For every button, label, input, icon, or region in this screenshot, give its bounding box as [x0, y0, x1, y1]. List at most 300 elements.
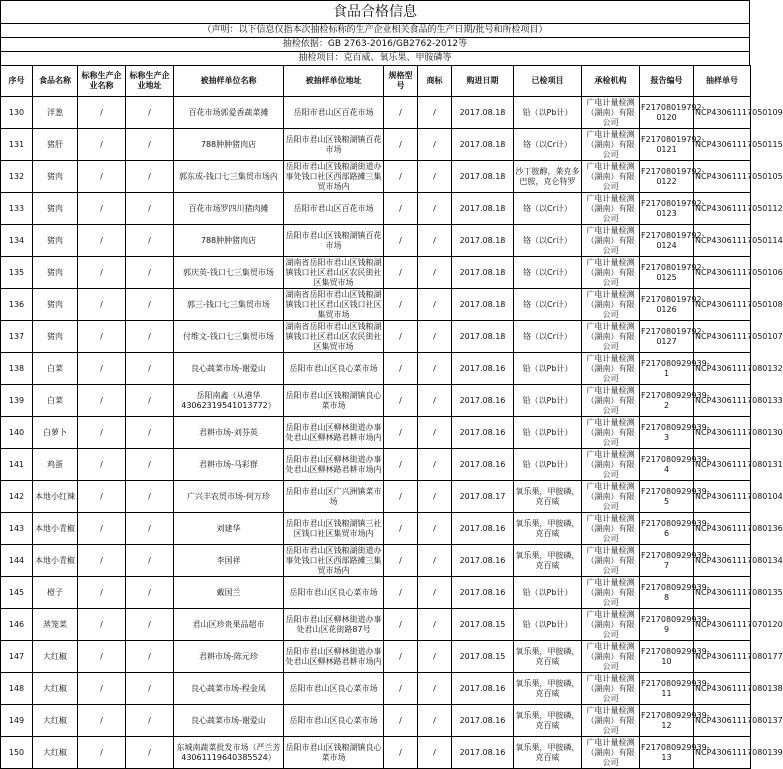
cell-pname: /	[78, 321, 126, 353]
cell-brand: /	[418, 641, 452, 673]
cell-sample: NCP43061117050112	[694, 193, 751, 225]
table-row	[1, 673, 751, 705]
cell-sample: NCP43061117050109	[694, 97, 751, 129]
cell-sample: NCP43061117050115	[694, 129, 751, 161]
cell-food: 大红椒	[33, 641, 78, 673]
cell-no: 130	[1, 97, 33, 129]
cell-date: 2017.08.18	[452, 257, 514, 289]
cell-spec: /	[384, 353, 418, 385]
cell-items: 铬（以Cr计）	[514, 225, 582, 257]
cell-sname: 郭庆英-钱口七三集贸市场	[174, 257, 284, 289]
cell-paddr: /	[126, 673, 174, 705]
cell-pname: /	[78, 193, 126, 225]
cell-pname: /	[78, 161, 126, 193]
cell-pname: /	[78, 225, 126, 257]
cell-food: 大红椒	[33, 705, 78, 737]
cell-org: 广电计量检测（湖南）有限公司	[582, 737, 640, 769]
header-cell: 被抽样单位地址	[284, 66, 384, 97]
table-row	[1, 161, 751, 193]
cell-paddr: /	[126, 385, 174, 417]
cell-brand: /	[418, 417, 452, 449]
cell-spec: /	[384, 705, 418, 737]
cell-pname: /	[78, 673, 126, 705]
cell-pname: /	[78, 289, 126, 321]
cell-saddr: 岳阳市君山区钱粮湖镇百花市场	[284, 225, 384, 257]
cell-brand: /	[418, 385, 452, 417]
table-row	[1, 705, 751, 737]
header-cell: 食品名称	[33, 66, 78, 97]
cell-org: 广电计量检测（湖南）有限公司	[582, 161, 640, 193]
table-row	[1, 449, 751, 481]
cell-saddr: 湖南省岳阳市君山区钱粮湖镇钱口社区君山区钱口社区集贸市场	[285, 289, 382, 319]
cell-report: F21708019792-0127	[640, 321, 694, 353]
cell-spec: /	[384, 97, 418, 129]
cell-date: 2017.08.16	[452, 705, 514, 737]
cell-sname: 付维文-钱口七三集贸市场	[174, 321, 284, 353]
cell-food: 猪肉	[33, 225, 78, 257]
cell-food: 洋葱	[33, 97, 78, 129]
cell-food: 猪肝	[33, 129, 78, 161]
cell-sname: 百花市场罗四川猪肉摊	[174, 193, 284, 225]
cell-org: 广电计量检测（湖南）有限公司	[582, 225, 640, 257]
cell-org: 广电计量检测（湖南）有限公司	[582, 641, 640, 673]
cell-org: 广电计量检测（湖南）有限公司	[582, 97, 640, 129]
cell-date: 2017.08.16	[452, 385, 514, 417]
cell-paddr: /	[126, 609, 174, 641]
table-row	[1, 417, 751, 449]
cell-saddr: 岳阳市君山区钱粮湖镇良心菜市场	[284, 737, 384, 769]
cell-paddr: /	[126, 257, 174, 289]
cell-saddr: 岳阳市君山区钱粮湖街道办事处钱口社区西部路摊三集贸市场内	[285, 545, 382, 575]
cell-items: 铬（以Cr计）	[514, 289, 582, 321]
cell-items: 氧乐果，甲胺磷，克百威	[514, 673, 582, 705]
cell-saddr: 岳阳市君山区百花市场	[284, 193, 384, 225]
cell-brand: /	[418, 161, 452, 193]
cell-sname: 君耕市场-陈元珍	[174, 641, 284, 673]
cell-org: 广电计量检测（湖南）有限公司	[582, 577, 640, 609]
cell-org: 广电计量检测（湖南）有限公司	[582, 385, 640, 417]
cell-report: F21708019792-0126	[640, 289, 694, 321]
table-row	[1, 513, 751, 545]
cell-spec: /	[384, 193, 418, 225]
cell-no: 139	[1, 385, 33, 417]
header-cell: 购进日期	[452, 66, 514, 97]
cell-spec: /	[384, 257, 418, 289]
cell-report: F21708019792-0125	[640, 257, 694, 289]
cell-brand: /	[418, 353, 452, 385]
cell-brand: /	[418, 705, 452, 737]
cell-report: F21708019792-0124	[640, 225, 694, 257]
cell-items: 铬（以Cr计）	[514, 129, 582, 161]
cell-no: 143	[1, 513, 33, 545]
cell-no: 137	[1, 321, 33, 353]
cell-paddr: /	[126, 641, 174, 673]
cell-pname: /	[78, 609, 126, 641]
cell-sname: 郭东成-钱口七三集贸市场内	[174, 161, 284, 193]
cell-brand: /	[418, 609, 452, 641]
cell-sname: 戴国兰	[174, 577, 284, 609]
cell-report: F217080929939-2	[640, 385, 694, 417]
cell-no: 131	[1, 129, 33, 161]
cell-no: 147	[1, 641, 33, 673]
cell-date: 2017.08.18	[452, 321, 514, 353]
cell-pname: /	[78, 737, 126, 769]
cell-items: 氧乐果，甲胺磷，克百威	[514, 705, 582, 737]
cell-pname: /	[78, 417, 126, 449]
cell-paddr: /	[126, 417, 174, 449]
cell-report: F217080929939-3	[640, 417, 694, 449]
cell-org: 广电计量检测（湖南）有限公司	[582, 257, 640, 289]
cell-items: 氧乐果，甲胺磷，克百威	[514, 737, 582, 769]
cell-items: 铅（以Pb计）	[514, 449, 582, 481]
cell-pname: /	[78, 641, 126, 673]
cell-no: 145	[1, 577, 33, 609]
cell-saddr: 岳阳市君山区钱粮湖镇百花市场	[284, 129, 384, 161]
table-row	[1, 737, 751, 769]
cell-sample: NCP43061117080131	[694, 449, 751, 481]
cell-sname: 郭三-钱口七三集贸市场	[174, 289, 284, 321]
cell-org: 广电计量检测（湖南）有限公司	[582, 289, 640, 321]
cell-paddr: /	[126, 353, 174, 385]
cell-items: 铅（以Pb计）	[514, 417, 582, 449]
cell-items: 铅（以Pb计）	[514, 97, 582, 129]
cell-items: 氧乐果，甲胺磷，克百威	[514, 545, 582, 577]
cell-sample: NCP43061117080133	[694, 385, 751, 417]
cell-brand: /	[418, 673, 452, 705]
cell-spec: /	[384, 129, 418, 161]
cell-brand: /	[418, 737, 452, 769]
table-row	[1, 321, 751, 353]
cell-no: 148	[1, 673, 33, 705]
cell-sample: NCP43061117080134	[694, 545, 751, 577]
cell-report: F21708019792-0122	[640, 161, 694, 193]
cell-paddr: /	[126, 449, 174, 481]
cell-spec: /	[384, 513, 418, 545]
cell-paddr: /	[126, 513, 174, 545]
cell-sname: 君耕市场-马彩群	[174, 449, 284, 481]
cell-sname: 刘建华	[174, 513, 284, 545]
cell-pname: /	[78, 129, 126, 161]
cell-brand: /	[418, 97, 452, 129]
table-body	[1, 97, 783, 769]
table-row	[1, 97, 751, 129]
cell-paddr: /	[126, 737, 174, 769]
cell-date: 2017.08.16	[452, 545, 514, 577]
header-cell: 标称生产企业地址	[126, 66, 174, 97]
table-row	[1, 641, 751, 673]
cell-sample: NCP43061117080130	[694, 417, 751, 449]
cell-sample: NCP43061117070120	[694, 609, 751, 641]
table-row	[1, 577, 751, 609]
cell-food: 本地小红辣	[33, 481, 78, 513]
header-cell: 报告编号	[640, 66, 694, 97]
cell-no: 142	[1, 481, 33, 513]
cell-brand: /	[418, 257, 452, 289]
cell-no: 146	[1, 609, 33, 641]
table-row	[1, 353, 751, 385]
cell-sample: NCP43061117050114	[694, 225, 751, 257]
cell-food: 猪肉	[33, 321, 78, 353]
cell-date: 2017.08.18	[452, 289, 514, 321]
cell-date: 2017.08.18	[452, 129, 514, 161]
cell-spec: /	[384, 545, 418, 577]
cell-pname: /	[78, 545, 126, 577]
cell-date: 2017.08.16	[452, 353, 514, 385]
cell-food: 猪肉	[33, 289, 78, 321]
cell-spec: /	[384, 577, 418, 609]
cell-sample: NCP43061117050108	[694, 289, 751, 321]
cell-sname: 788肿肿猪肉店	[174, 225, 284, 257]
cell-no: 144	[1, 545, 33, 577]
cell-org: 广电计量检测（湖南）有限公司	[582, 705, 640, 737]
cell-saddr: 湖南省岳阳市君山区钱粮湖镇钱口社区君山区农民街社区集贸市场	[285, 321, 382, 351]
cell-pname: /	[78, 97, 126, 129]
cell-org: 广电计量检测（湖南）有限公司	[582, 193, 640, 225]
cell-sample: NCP43061117080138	[694, 673, 751, 705]
cell-saddr: 岳阳市君山区广兴洲镇菜市场	[284, 481, 384, 513]
header-cell: 承检机构	[582, 66, 640, 97]
cell-org: 广电计量检测（湖南）有限公司	[582, 129, 640, 161]
cell-brand: /	[418, 225, 452, 257]
cell-brand: /	[418, 545, 452, 577]
cell-food: 猪肉	[33, 193, 78, 225]
cell-no: 134	[1, 225, 33, 257]
notice-line: （声明：以下信息仅指本次抽检标称的生产企业相关食品的生产日期/批号和所检项目）	[0, 23, 750, 37]
header-cell: 序号	[1, 66, 33, 97]
cell-report: F21708019792-0121	[640, 129, 694, 161]
table-row	[1, 609, 751, 641]
cell-report: F217080929939-13	[640, 737, 694, 769]
cell-spec: /	[384, 481, 418, 513]
cell-paddr: /	[126, 545, 174, 577]
cell-no: 138	[1, 353, 33, 385]
cell-sname: 百花市场郭爱香蔬菜摊	[174, 97, 284, 129]
cell-sname: 良心蔬菜市场-程金凤	[174, 673, 284, 705]
cell-report: F21708019792-0120	[640, 97, 694, 129]
cell-no: 135	[1, 257, 33, 289]
cell-food: 白菜	[33, 385, 78, 417]
cell-food: 鸡蛋	[33, 449, 78, 481]
header-cell: 抽样单号	[694, 66, 751, 97]
cell-saddr: 岳阳市君山区钱粮湖镇良心菜市场	[284, 385, 384, 417]
cell-sample: NCP43061117080135	[694, 577, 751, 609]
cell-items: 氧乐果，甲胺磷，克百威	[514, 641, 582, 673]
cell-paddr: /	[126, 481, 174, 513]
cell-saddr: 岳阳市君山区柳林街道办事处君山区柳林路君耕市场内	[284, 417, 384, 449]
cell-saddr: 岳阳市君山区柳林街道办事处君山区柳林路君耕市场内	[284, 641, 384, 673]
cell-paddr: /	[126, 225, 174, 257]
cell-food: 白菜	[33, 353, 78, 385]
cell-report: F217080929939-4	[640, 449, 694, 481]
cell-pname: /	[78, 513, 126, 545]
sheet-title: 食品合格信息	[0, 0, 750, 23]
cell-spec: /	[384, 161, 418, 193]
cell-saddr: 岳阳市君山区柳林街道办事处君山区花街路87号	[284, 609, 384, 641]
header-cell: 商标	[418, 66, 452, 97]
cell-report: F217080929939-7	[640, 545, 694, 577]
cell-sample: NCP43061117050107	[694, 321, 751, 353]
cell-report: F217080929939-1	[640, 353, 694, 385]
cell-sname: 君耕市场-刘芬英	[174, 417, 284, 449]
cell-items: 沙丁胺醇，莱克多巴胺，克仑特罗	[514, 161, 582, 193]
cell-no: 140	[1, 417, 33, 449]
table-row	[1, 385, 751, 417]
cell-no: 149	[1, 705, 33, 737]
cell-sname: 良心蔬菜市场-谢爱山	[174, 353, 284, 385]
cell-items: 氧乐果，甲胺磷，克百威	[514, 481, 582, 513]
cell-pname: /	[78, 577, 126, 609]
header-cell: 规格型号	[384, 66, 418, 97]
header-cell: 已检项目	[514, 66, 582, 97]
cell-date: 2017.08.15	[452, 609, 514, 641]
cell-brand: /	[418, 513, 452, 545]
cell-sname: 良心蔬菜市场-谢爱山	[174, 705, 284, 737]
table-row	[1, 545, 751, 577]
cell-sample: NCP43061117080177	[694, 641, 751, 673]
cell-paddr: /	[126, 321, 174, 353]
cell-date: 2017.08.16	[452, 577, 514, 609]
cell-no: 141	[1, 449, 33, 481]
cell-date: 2017.08.15	[452, 641, 514, 673]
cell-pname: /	[78, 385, 126, 417]
cell-brand: /	[418, 321, 452, 353]
table-row	[1, 289, 751, 321]
cell-spec: /	[384, 225, 418, 257]
table-row	[1, 481, 751, 513]
cell-date: 2017.08.16	[452, 449, 514, 481]
cell-food: 猪肉	[33, 161, 78, 193]
cell-report: F217080929939-5	[640, 481, 694, 513]
cell-org: 广电计量检测（湖南）有限公司	[582, 513, 640, 545]
cell-org: 广电计量检测（湖南）有限公司	[582, 609, 640, 641]
header-cell: 被抽样单位名称	[174, 66, 284, 97]
cell-sname: 岳阳南鑫（从港华43062319541013772）	[174, 385, 284, 417]
cell-date: 2017.08.18	[452, 161, 514, 193]
cell-org: 广电计量检测（湖南）有限公司	[582, 353, 640, 385]
cell-items: 铅（以Pb计）	[514, 353, 582, 385]
cell-food: 橙子	[33, 577, 78, 609]
cell-food: 本地小青椒	[33, 545, 78, 577]
cell-brand: /	[418, 129, 452, 161]
cell-spec: /	[384, 449, 418, 481]
cell-date: 2017.08.16	[452, 417, 514, 449]
table-header-row	[1, 66, 751, 97]
table-row	[1, 257, 751, 289]
cell-report: F217080929939-9	[640, 609, 694, 641]
cell-saddr: 岳阳市君山区钱粮湖镇三社区钱口社区集贸市场内	[284, 513, 384, 545]
cell-saddr: 岳阳市君山区百花市场	[284, 97, 384, 129]
cell-food: 猪肉	[33, 257, 78, 289]
cell-brand: /	[418, 289, 452, 321]
cell-sname: 东城南蔬菜批发市场（严兰芳43061119640385524）	[174, 737, 284, 769]
cell-food: 大红椒	[33, 673, 78, 705]
table-row	[1, 129, 751, 161]
basis-line: 抽检依据：GB 2763-2016/GB2762-2012等	[0, 37, 750, 51]
cell-report: F21708019792-0123	[640, 193, 694, 225]
cell-sample: NCP43061117080132	[694, 353, 751, 385]
cell-food: 蒸笼菜	[33, 609, 78, 641]
results-table	[0, 65, 783, 769]
cell-no: 133	[1, 193, 33, 225]
cell-paddr: /	[126, 193, 174, 225]
cell-report: F217080929939-6	[640, 513, 694, 545]
cell-sample: NCP43061117050105	[694, 161, 751, 193]
cell-brand: /	[418, 449, 452, 481]
cell-items: 铅（以Pb计）	[514, 609, 582, 641]
cell-brand: /	[418, 193, 452, 225]
cell-spec: /	[384, 417, 418, 449]
cell-paddr: /	[126, 577, 174, 609]
cell-paddr: /	[126, 705, 174, 737]
cell-spec: /	[384, 289, 418, 321]
items-line: 抽检项目：克百威、氧乐果、甲胺磷等	[0, 51, 750, 65]
cell-sample: NCP43061117080104	[694, 481, 751, 513]
cell-sample: NCP43061117080139	[694, 737, 751, 769]
cell-sname: 788肿肿猪肉店	[174, 129, 284, 161]
cell-saddr: 岳阳市君山区良心菜市场	[284, 353, 384, 385]
cell-sname: 君山区珍贵果品超市	[174, 609, 284, 641]
cell-food: 白萝卜	[33, 417, 78, 449]
cell-sname: 广兴丰农贸市场-何万珍	[174, 481, 284, 513]
cell-items: 铬（以Cr计）	[514, 257, 582, 289]
cell-org: 广电计量检测（湖南）有限公司	[582, 417, 640, 449]
cell-pname: /	[78, 481, 126, 513]
cell-report: F217080929939-8	[640, 577, 694, 609]
cell-date: 2017.08.16	[452, 673, 514, 705]
cell-pname: /	[78, 257, 126, 289]
cell-pname: /	[78, 449, 126, 481]
cell-brand: /	[418, 481, 452, 513]
cell-items: 铅（以Pb计）	[514, 385, 582, 417]
table-row	[1, 225, 751, 257]
table-row	[1, 193, 751, 225]
cell-saddr: 湖南省岳阳市君山区钱粮湖镇钱口社区君山区农民街社区集贸市场	[285, 257, 382, 287]
cell-pname: /	[78, 353, 126, 385]
cell-items: 铬（以Cr计）	[514, 193, 582, 225]
cell-spec: /	[384, 673, 418, 705]
cell-saddr: 岳阳市君山区钱粮湖街道办事处钱口社区西部路摊三集贸市场内	[285, 161, 382, 191]
cell-no: 150	[1, 737, 33, 769]
cell-report: F217080929939-10	[640, 641, 694, 673]
header-cell: 标称生产企业名称	[78, 66, 126, 97]
cell-food: 本地小青椒	[33, 513, 78, 545]
cell-date: 2017.08.18	[452, 193, 514, 225]
cell-items: 氧乐果，甲胺磷，克百威	[514, 513, 582, 545]
cell-food: 大红椒	[33, 737, 78, 769]
cell-spec: /	[384, 737, 418, 769]
cell-paddr: /	[126, 97, 174, 129]
cell-date: 2017.08.18	[452, 97, 514, 129]
cell-saddr: 岳阳市君山区良心菜市场	[284, 673, 384, 705]
cell-paddr: /	[126, 129, 174, 161]
cell-sample: NCP43061117080136	[694, 513, 751, 545]
cell-no: 136	[1, 289, 33, 321]
cell-spec: /	[384, 641, 418, 673]
cell-spec: /	[384, 385, 418, 417]
cell-saddr: 岳阳市君山区良心菜市场	[284, 577, 384, 609]
cell-saddr: 岳阳市君山区柳林街道办事处君山区柳林路君耕市场内	[284, 449, 384, 481]
cell-no: 132	[1, 161, 33, 193]
cell-spec: /	[384, 321, 418, 353]
cell-report: F217080929939-11	[640, 673, 694, 705]
cell-org: 广电计量检测（湖南）有限公司	[582, 449, 640, 481]
cell-items: 铅（以Pb计）	[514, 577, 582, 609]
cell-brand: /	[418, 577, 452, 609]
cell-report: F217080929939-12	[640, 705, 694, 737]
cell-org: 广电计量检测（湖南）有限公司	[582, 321, 640, 353]
cell-date: 2017.08.16	[452, 737, 514, 769]
cell-paddr: /	[126, 161, 174, 193]
